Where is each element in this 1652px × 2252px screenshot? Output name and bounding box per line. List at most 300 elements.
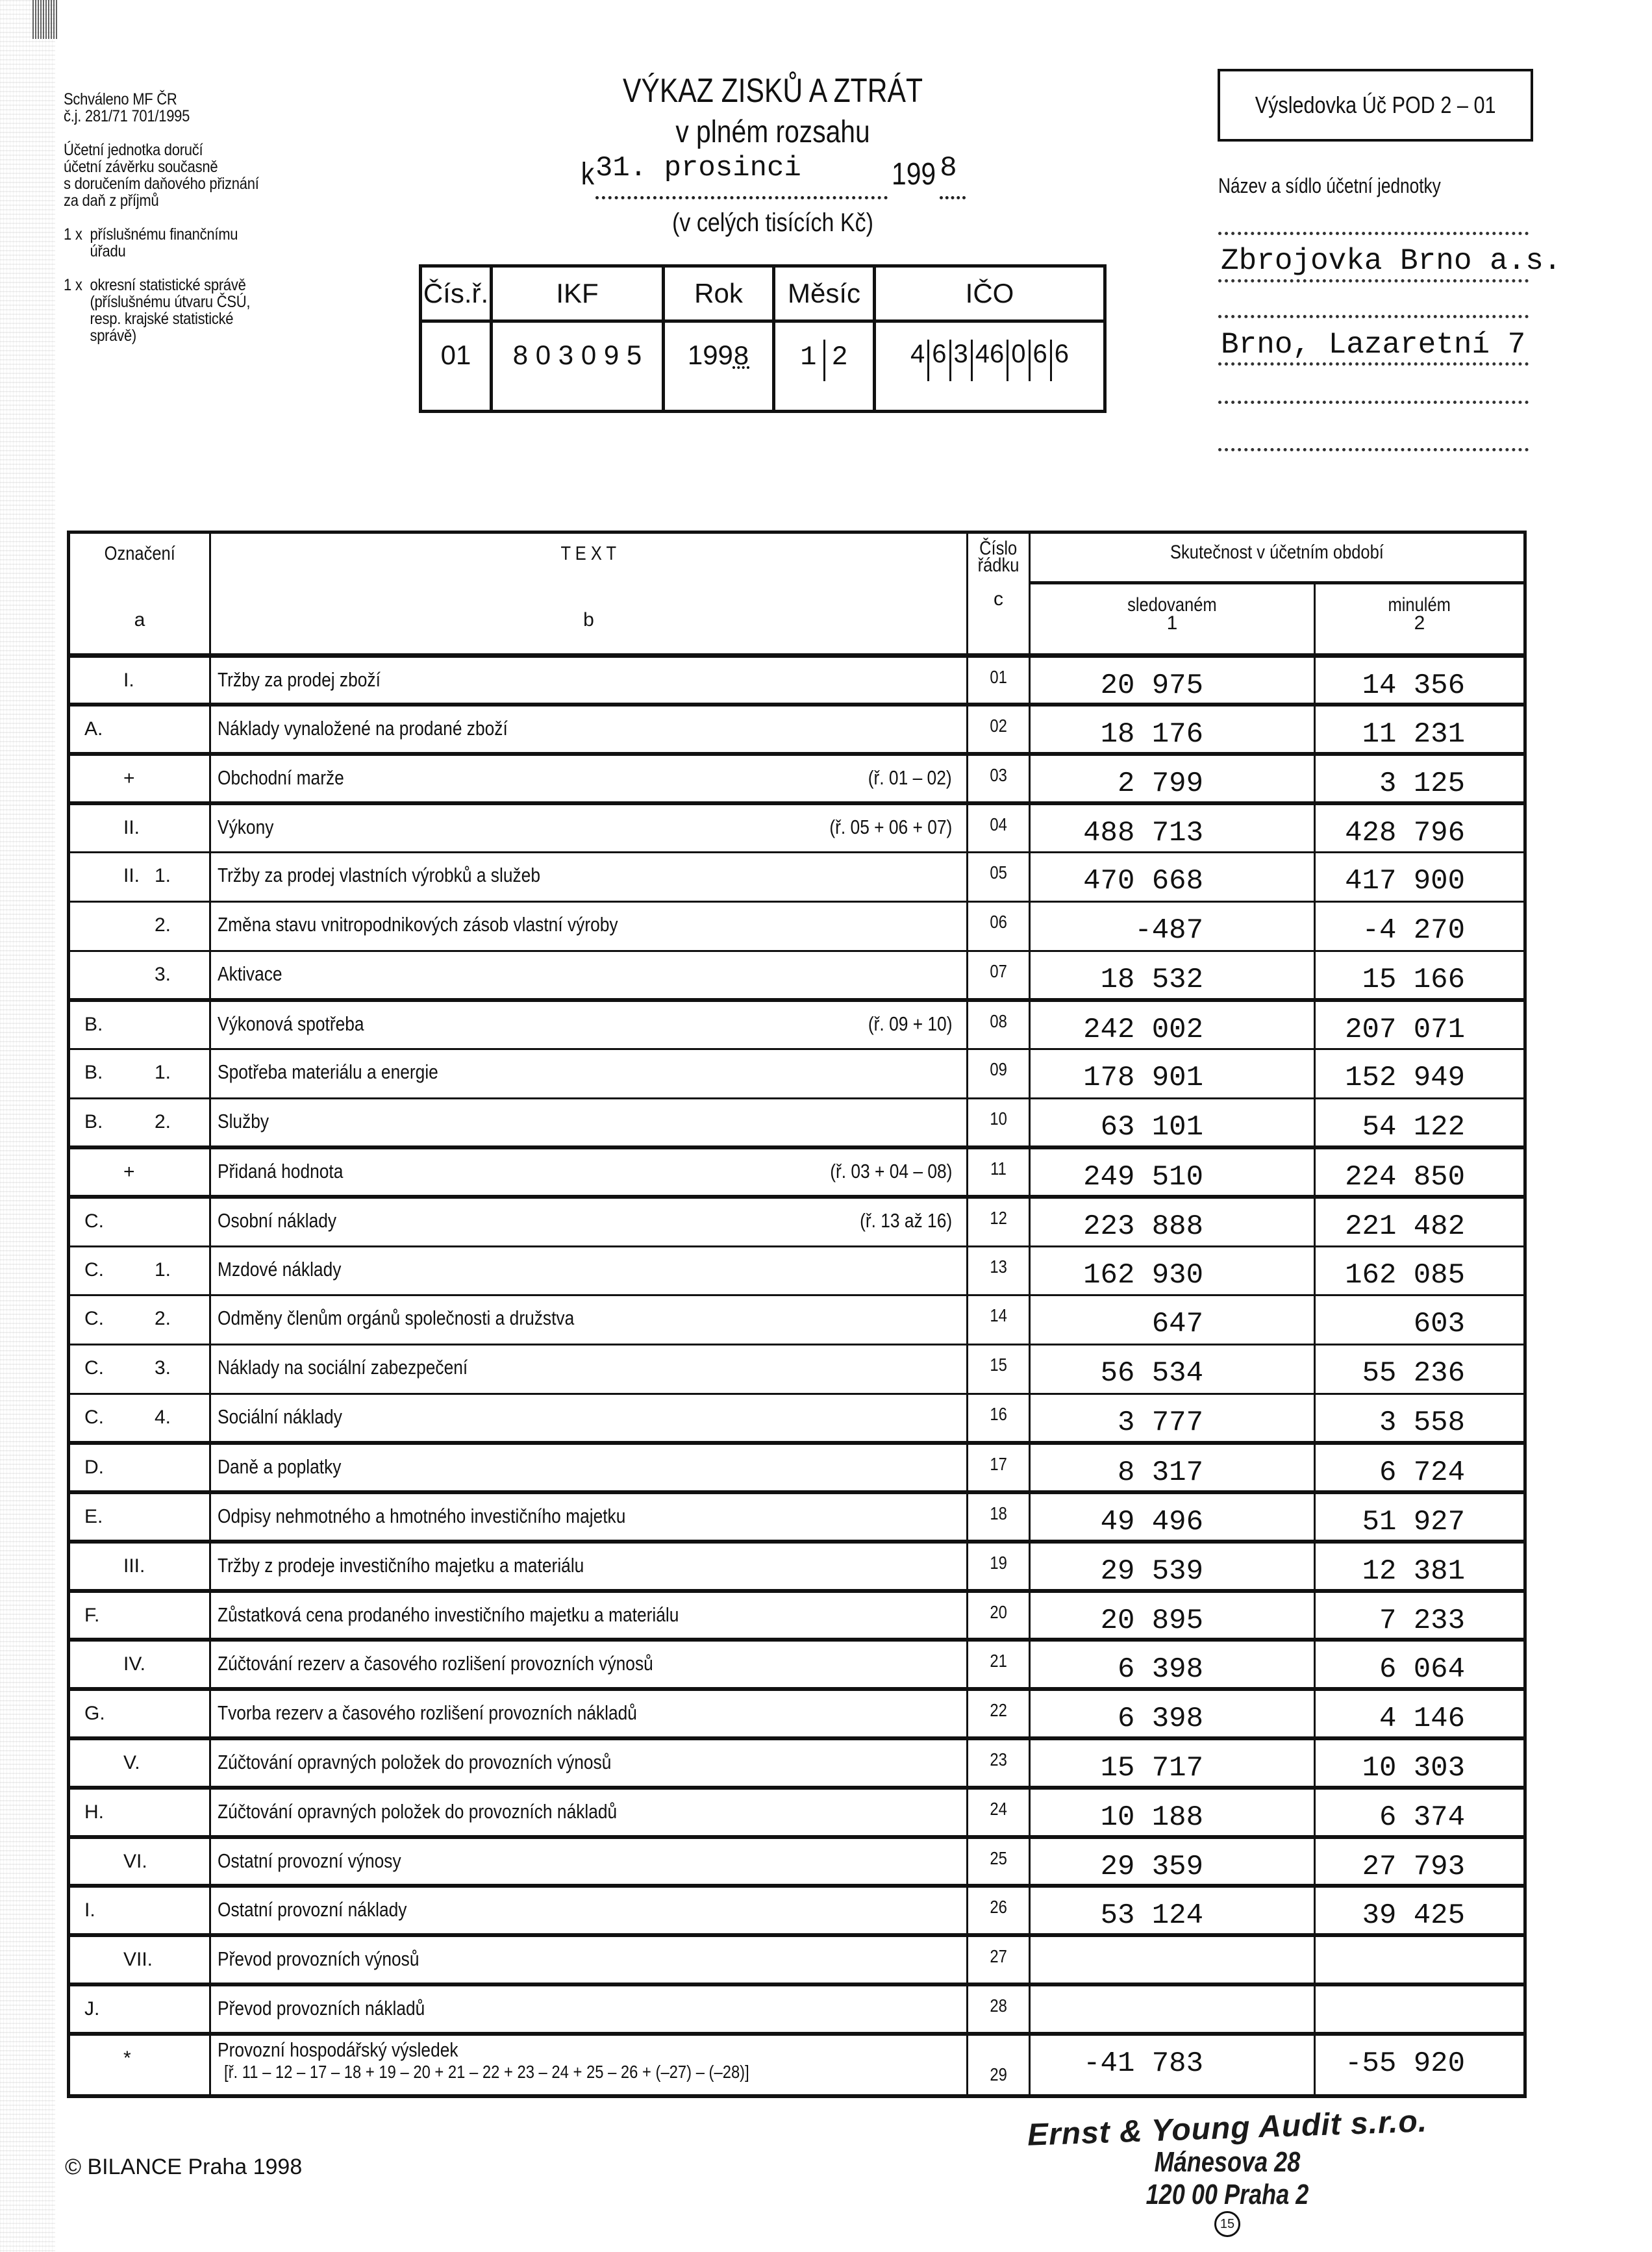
item-label: Aktivace (218, 962, 282, 985)
header-row-no-line1: Číslo (979, 538, 1018, 559)
table-row (69, 1345, 1525, 1394)
row-number-cell (968, 1492, 1030, 1542)
designation-cell (69, 1640, 210, 1689)
current-period-value: 29 359 (1030, 1837, 1315, 1886)
previous-period-value: 162 085 (1315, 1246, 1525, 1295)
designation-cell (69, 1099, 210, 1148)
entity-label: Název a sídlo účetní jednotky (1218, 174, 1441, 197)
dotted-line (1218, 279, 1529, 282)
table-row (69, 803, 1525, 853)
text-cell (210, 1000, 968, 1049)
stamp-street: Mánesova 28 (1154, 2146, 1301, 2178)
recipient-line: příslušnému finančnímu (90, 225, 238, 244)
month-digit: 2 (831, 342, 848, 373)
current-period-value: 18 532 (1030, 951, 1315, 1000)
previous-period-value: 428 796 (1315, 803, 1525, 853)
header-row-number: Čís.ř. (421, 266, 492, 321)
scan-edge-noise (0, 0, 55, 2252)
entity-address: Brno, Lazaretní 7 (1221, 328, 1526, 362)
current-period-value: 63 101 (1030, 1099, 1315, 1148)
text-cell (210, 1935, 968, 1984)
row-number-cell (968, 1935, 1030, 1984)
header-actual (1030, 532, 1525, 583)
item-label: Daně a poplatky (218, 1455, 342, 1479)
row-number: 28 (990, 1996, 1007, 2016)
stamp-city: 120 00 Praha 2 (1145, 2179, 1309, 2210)
designation-sub: 3. (155, 1357, 171, 1379)
table-row (69, 1788, 1525, 1837)
row-number-cell (968, 1197, 1030, 1246)
copy-count: 1 x (64, 225, 82, 244)
text-cell (210, 1345, 968, 1394)
previous-period-value: 11 231 (1315, 705, 1525, 754)
previous-period-value: 15 166 (1315, 951, 1525, 1000)
previous-period-value (1315, 1935, 1525, 1984)
designation-cell (69, 1197, 210, 1246)
dotted-line (1218, 315, 1529, 318)
year-field (940, 152, 966, 199)
entity-name: Zbrojovka Brno a.s. (1221, 244, 1562, 278)
designation-mark: C. (84, 1357, 104, 1379)
previous-period-value: 6 374 (1315, 1788, 1525, 1837)
current-period-value: 8 317 (1030, 1443, 1315, 1492)
designation-cell (69, 803, 210, 853)
dotted-line (1218, 401, 1529, 404)
designation-cell (69, 705, 210, 754)
current-period-value: 6 398 (1030, 1689, 1315, 1738)
row-number: 26 (990, 1897, 1007, 1918)
item-label: Odměny členům orgánů společnosti a družstva (218, 1307, 575, 1330)
page-title: VÝKAZ ZISKŮ A ZTRÁT (622, 72, 923, 110)
item-label: Tržby z prodeje investičního majetku a materiálu (218, 1553, 584, 1577)
ico-digit: 6 (1032, 340, 1047, 368)
current-period-value: 6 398 (1030, 1640, 1315, 1689)
item-label: Zúčtování opravných položek do provozních výnosů (218, 1751, 612, 1774)
designation-cell (69, 1837, 210, 1886)
form-code-box (1218, 69, 1533, 142)
item-label: Osobní náklady (218, 1209, 337, 1232)
recipient-line: správě) (90, 327, 136, 345)
text-cell (210, 1640, 968, 1689)
text-cell (210, 853, 968, 902)
delivery-line: účetní závěrku současně (64, 158, 218, 176)
previous-period-value: 3 125 (1315, 754, 1525, 803)
text-cell (210, 1049, 968, 1099)
designation-sub: 1. (155, 1258, 171, 1281)
previous-period-value: -55 920 (1315, 2034, 1525, 2096)
item-label: Změna stavu vnitropodnikových zásob vlastní výroby (218, 912, 618, 936)
row-number: 11 (990, 1158, 1007, 1179)
table-row (69, 1099, 1525, 1148)
row-number: 05 (990, 862, 1007, 883)
text-cell (210, 1837, 968, 1886)
text-cell (210, 2034, 968, 2096)
row-number-cell (968, 951, 1030, 1000)
row-number-cell (968, 1000, 1030, 1049)
previous-period-value: 3 558 (1315, 1394, 1525, 1443)
text-cell (210, 705, 968, 754)
item-label: Tržby za prodej zboží (218, 668, 381, 691)
row-number-cell (968, 1147, 1030, 1197)
item-label: Zúčtování opravných položek do provozních nákladů (218, 1799, 618, 1823)
title-block (416, 71, 1130, 240)
designation-sub: 4. (155, 1406, 171, 1428)
current-period-value: -487 (1030, 901, 1315, 951)
row-number-value: 01 (421, 321, 492, 412)
item-label: Obchodní marže (218, 766, 344, 790)
current-period-value: 49 496 (1030, 1492, 1315, 1542)
header-actual-label: Skutečnost v účetním období (1170, 542, 1384, 563)
text-cell (210, 1591, 968, 1640)
designation-cell (69, 1394, 210, 1443)
previous-period-value: 12 381 (1315, 1542, 1525, 1591)
row-number-cell (968, 803, 1030, 853)
designation-mark: F. (84, 1604, 100, 1626)
designation-cell (69, 1049, 210, 1099)
current-period-value: 249 510 (1030, 1147, 1315, 1197)
table-row (69, 1837, 1525, 1886)
scan-staple-mark (32, 0, 58, 39)
recipient-line: okresní statistické správě (90, 276, 246, 294)
row-number: 16 (990, 1403, 1007, 1424)
header-year: Rok (664, 266, 774, 321)
table-row (69, 951, 1525, 1000)
designation-mark: + (123, 1161, 135, 1183)
text-cell (210, 1197, 968, 1246)
table-row (69, 1492, 1525, 1542)
previous-period-value: 6 064 (1315, 1640, 1525, 1689)
designation-mark: C. (84, 1210, 104, 1232)
previous-period-value: 6 724 (1315, 1443, 1525, 1492)
year-value (664, 321, 774, 412)
row-number-cell (968, 1542, 1030, 1591)
item-label: Výkony (218, 815, 274, 838)
header-designation (69, 532, 210, 656)
ico-digit: 6 (990, 340, 1005, 368)
item-label: Odpisy nehmotného a hmotného investičního majetku (218, 1505, 626, 1528)
text-cell (210, 951, 968, 1000)
designation-sub: 1. (155, 1062, 171, 1084)
previous-period-value: 221 482 (1315, 1197, 1525, 1246)
row-number-cell (968, 1345, 1030, 1394)
designation-mark: C. (84, 1406, 104, 1428)
table-row (69, 1394, 1525, 1443)
month-digit: 1 (800, 342, 817, 373)
header-text-label: T E X T (560, 543, 617, 564)
row-number: 08 (990, 1011, 1007, 1032)
item-label: Sociální náklady (218, 1405, 342, 1428)
designation-mark: D. (84, 1457, 104, 1479)
current-period-value: 3 777 (1030, 1394, 1315, 1443)
row-number: 19 (990, 1552, 1007, 1573)
designation-cell (69, 2034, 210, 2096)
current-period-value: 647 (1030, 1295, 1315, 1345)
item-formula: [ř. 11 – 12 – 17 – 18 + 19 – 20 + 21 – 22 + 23 – 24 + 25 – 26 + (–27) – (–28)] (224, 2061, 749, 2082)
date-prefix: k (581, 157, 595, 192)
item-formula: (ř. 03 + 04 – 08) (829, 1160, 952, 1183)
date-value: 31. prosinci (595, 152, 801, 184)
item-label: Mzdové náklady (218, 1257, 342, 1281)
designation-sub: 1. (155, 865, 171, 887)
row-number: 17 (990, 1454, 1007, 1475)
row-number: 01 (990, 667, 1007, 687)
designation-sub: 2. (155, 914, 171, 936)
copy-count: 1 x (64, 276, 82, 294)
ico-digit: 0 (1011, 340, 1026, 368)
header-col-b: b (583, 609, 594, 631)
designation-mark: VII. (123, 1949, 153, 1971)
copy-recipient-statistics (64, 277, 259, 344)
text-cell (210, 1394, 968, 1443)
header-text (210, 532, 968, 656)
designation-mark: V. (123, 1752, 140, 1774)
designation-mark: B. (84, 1062, 103, 1084)
current-period-value: 20 895 (1030, 1591, 1315, 1640)
identification-table (419, 264, 1107, 413)
current-period-value: 53 124 (1030, 1886, 1315, 1935)
designation-mark: VI. (123, 1850, 147, 1872)
current-period-value: 223 888 (1030, 1197, 1315, 1246)
text-cell (210, 754, 968, 803)
item-label: Tvorba rezerv a časového rozlišení provozních nákladů (218, 1701, 637, 1725)
text-cell (210, 1788, 968, 1837)
date-field (595, 152, 888, 199)
profit-loss-table (67, 531, 1527, 2098)
item-label: Ostatní provozní náklady (218, 1898, 407, 1921)
text-cell (210, 1246, 968, 1295)
row-number: 29 (990, 2064, 1007, 2084)
row-number: 24 (990, 1798, 1007, 1819)
header-ico: IČO (875, 266, 1105, 321)
text-cell (210, 1492, 968, 1542)
table-row (69, 853, 1525, 902)
ico-digit: 4 (910, 340, 925, 368)
item-label: Tržby za prodej vlastních výrobků a služeb (218, 864, 540, 887)
header-col-c: c (994, 588, 1003, 610)
ico-value (875, 321, 1105, 412)
item-label: Výkonová spotřeba (218, 1012, 364, 1036)
reference-number: č.j. 281/71 701/1995 (64, 107, 190, 125)
previous-period-value: 224 850 (1315, 1147, 1525, 1197)
item-label: Zůstatková cena prodaného investičního majetku a materiálu (218, 1603, 679, 1626)
table-row (69, 1295, 1525, 1345)
header-col-a: a (134, 609, 145, 631)
approval-note (64, 91, 259, 344)
row-number-cell (968, 1295, 1030, 1345)
table-row (69, 1542, 1525, 1591)
designation-cell (69, 901, 210, 951)
designation-cell (69, 1886, 210, 1935)
table-row (69, 901, 1525, 951)
current-period-value: 162 930 (1030, 1246, 1315, 1295)
row-number-cell (968, 1689, 1030, 1738)
text-cell (210, 901, 968, 951)
row-number-cell (968, 1738, 1030, 1788)
item-label: Zúčtování rezerv a časového rozlišení provozních výnosů (218, 1652, 653, 1675)
current-period-value: 10 188 (1030, 1788, 1315, 1837)
text-cell (210, 1689, 968, 1738)
delivery-line: s doručením daňového přiznání (64, 175, 259, 193)
previous-period-value: -4 270 (1315, 901, 1525, 951)
designation-mark: B. (84, 1111, 103, 1133)
designation-mark: C. (84, 1308, 104, 1330)
designation-cell (69, 1345, 210, 1394)
item-formula: (ř. 05 + 06 + 07) (829, 815, 952, 838)
table-row (69, 1443, 1525, 1492)
ico-digit: 6 (1054, 340, 1069, 368)
current-period-value: 18 176 (1030, 705, 1315, 754)
header-month: Měsíc (774, 266, 875, 321)
row-number: 12 (990, 1208, 1007, 1229)
designation-cell (69, 1295, 210, 1345)
text-cell (210, 1443, 968, 1492)
table-row (69, 1984, 1525, 2034)
item-label: Spotřeba materiálu a energie (218, 1060, 438, 1084)
recipient-line: resp. krajské statistické (90, 310, 234, 328)
table-row (69, 1738, 1525, 1788)
month-value (774, 321, 875, 412)
current-period-value: 2 799 (1030, 754, 1315, 803)
row-number-cell (968, 1984, 1030, 2034)
designation-cell (69, 754, 210, 803)
table-row (69, 1591, 1525, 1640)
row-number: 07 (990, 960, 1007, 981)
text-cell (210, 1886, 968, 1935)
header-current-label: sledovaném (1127, 594, 1217, 616)
table-row (69, 1886, 1525, 1935)
previous-period-value: 55 236 (1315, 1345, 1525, 1394)
dotted-line (1218, 448, 1529, 451)
previous-period-value: 54 122 (1315, 1099, 1525, 1148)
designation-cell (69, 1689, 210, 1738)
row-number: 22 (990, 1700, 1007, 1721)
year-prefix: 199 (892, 157, 936, 192)
header-previous-label: minulém (1388, 594, 1451, 616)
units-note: (v celých tisících Kč) (672, 208, 873, 237)
item-label: Náklady vynaložené na prodané zboží (218, 717, 508, 740)
row-number: 14 (990, 1305, 1007, 1326)
current-period-value: -41 783 (1030, 2034, 1315, 2096)
row-number: 20 (990, 1601, 1007, 1622)
row-number-cell (968, 1788, 1030, 1837)
current-period-value: 178 901 (1030, 1049, 1315, 1099)
text-cell (210, 1099, 968, 1148)
header-col-1: 1 (1166, 612, 1178, 634)
item-formula: (ř. 13 až 16) (859, 1209, 952, 1232)
row-number-cell (968, 656, 1030, 705)
current-period-value: 488 713 (1030, 803, 1315, 853)
designation-mark: IV. (123, 1653, 145, 1675)
item-label: Náklady na sociální zabezpečení (218, 1356, 468, 1379)
designation-cell (69, 1000, 210, 1049)
table-row (69, 1000, 1525, 1049)
designation-sub: 2. (155, 1111, 171, 1133)
designation-mark: I. (84, 1899, 95, 1921)
designation-cell (69, 1788, 210, 1837)
previous-period-value: 27 793 (1315, 1837, 1525, 1886)
previous-period-value: 4 146 (1315, 1689, 1525, 1738)
designation-cell (69, 853, 210, 902)
current-period-value: 470 668 (1030, 853, 1315, 902)
row-number: 21 (990, 1651, 1007, 1671)
stamp-company: Ernst & Young Audit s.r.o. (1027, 2104, 1428, 2153)
row-number-cell (968, 1049, 1030, 1099)
row-number: 23 (990, 1749, 1007, 1770)
header-row-no (968, 532, 1030, 656)
item-label: Přidaná hodnota (218, 1160, 344, 1183)
table-row (69, 1246, 1525, 1295)
current-period-value: 15 717 (1030, 1738, 1315, 1788)
item-label: Provozní hospodářský výsledek (218, 2038, 458, 2061)
table-row (69, 705, 1525, 754)
designation-cell (69, 951, 210, 1000)
designation-mark: * (123, 2047, 131, 2069)
year-prefix: 199 (687, 340, 733, 370)
row-number-cell (968, 1837, 1030, 1886)
item-formula: (ř. 01 – 02) (868, 766, 952, 790)
row-number-cell (968, 1886, 1030, 1935)
previous-period-value: 152 949 (1315, 1049, 1525, 1099)
current-period-value (1030, 1935, 1315, 1984)
row-number-cell (968, 901, 1030, 951)
recipient-line: (příslušnému útvaru ČSÚ, (90, 293, 251, 311)
designation-cell (69, 1738, 210, 1788)
designation-cell (69, 1591, 210, 1640)
row-number: 13 (990, 1256, 1007, 1277)
page-subtitle: v plném rozsahu (675, 115, 870, 149)
designation-cell (69, 1935, 210, 1984)
designation-cell (69, 1147, 210, 1197)
header-ikf: IKF (492, 266, 664, 321)
designation-cell (69, 1246, 210, 1295)
row-number-cell (968, 1591, 1030, 1640)
previous-period-value: 10 303 (1315, 1738, 1525, 1788)
copyright: © BILANCE Praha 1998 (65, 2155, 303, 2179)
previous-period-value: 39 425 (1315, 1886, 1525, 1935)
text-cell (210, 1984, 968, 2034)
row-number: 03 (990, 765, 1007, 786)
designation-mark: G. (84, 1703, 105, 1725)
current-period-value: 56 534 (1030, 1345, 1315, 1394)
year-digit: 8 (940, 152, 957, 184)
ikf-value: 8 0 3 0 9 5 (492, 321, 664, 412)
item-label: Převod provozních nákladů (218, 1997, 425, 2020)
row-number: 27 (990, 1946, 1007, 1967)
designation-mark: J. (84, 1998, 100, 2020)
text-cell (210, 656, 968, 705)
text-cell (210, 803, 968, 853)
item-label: Služby (218, 1110, 269, 1133)
designation-mark: I. (123, 669, 134, 691)
header-col-2: 2 (1414, 612, 1425, 634)
designation-mark: B. (84, 1014, 103, 1036)
header-previous (1315, 583, 1525, 656)
current-period-value (1030, 1984, 1315, 2034)
row-number-cell (968, 1099, 1030, 1148)
ico-digit: 4 (975, 340, 990, 368)
row-number: 25 (990, 1847, 1007, 1868)
designation-mark: E. (84, 1506, 103, 1528)
year-digit: 8 (732, 342, 750, 373)
auditor-stamp (1020, 2104, 1435, 2237)
item-formula: (ř. 09 + 10) (868, 1012, 952, 1036)
current-period-value: 29 539 (1030, 1542, 1315, 1591)
designation-cell (69, 1984, 210, 2034)
designation-cell (69, 1443, 210, 1492)
delivery-line: Účetní jednotka doručí (64, 141, 203, 159)
row-number: 15 (990, 1355, 1007, 1375)
previous-period-value: 417 900 (1315, 853, 1525, 902)
